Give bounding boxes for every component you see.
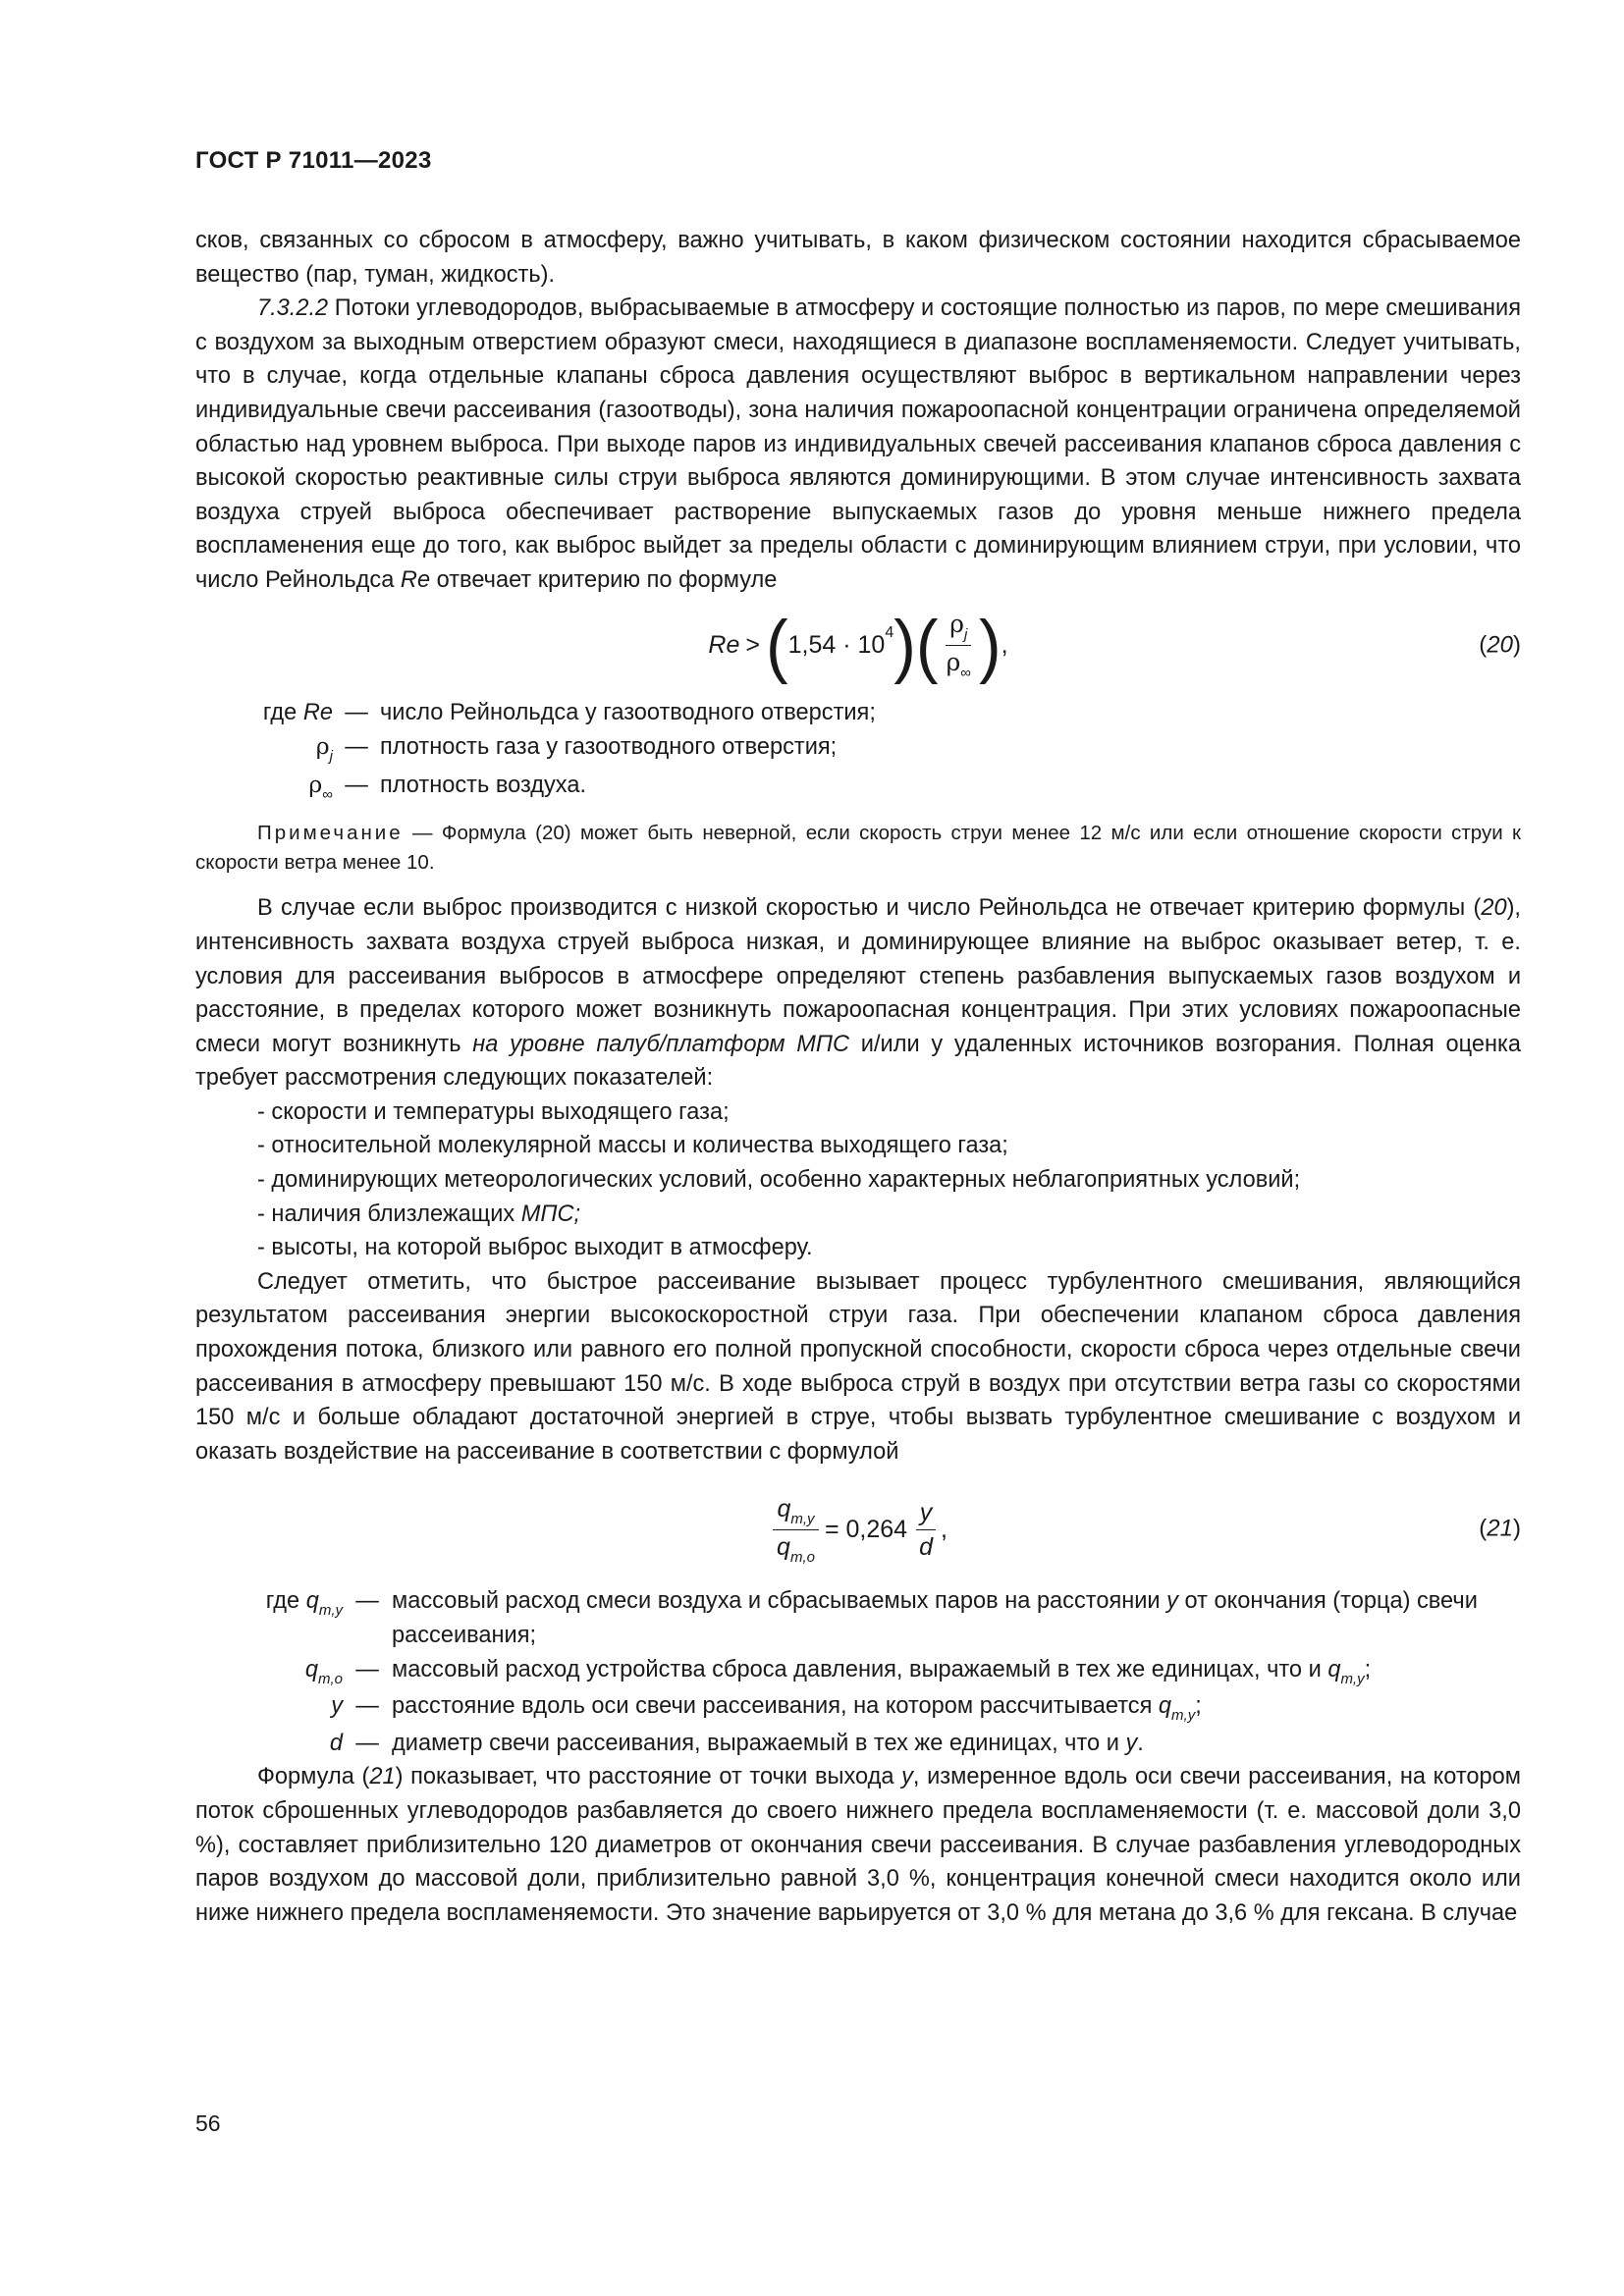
list-item: - скорости и температуры выходящего газа; (257, 1098, 730, 1125)
rho-inf: ρ (946, 648, 961, 677)
definition-row: $\rho_j$ — плотность газа у газоотводного отверстия; (315, 732, 838, 766)
formula-21-number: (21) (1479, 1516, 1521, 1543)
page-header-doc-id: ГОСТ Р 71011—2023 (195, 147, 432, 174)
rho-j: ρ (949, 610, 964, 639)
paragraph-text: Потоки углеводородов, выбрасываемые в атмосферу и состоящие полностью из паров, по мере смешивания с воздухом за выходным отверстием образуют смеси, находящиеся в диапазоне воспламеняемости. Следует учитывать, что в случае, когда отдельные клапаны сброса давления осуществляют выброс в вертикальном направлении через индивидуальные свечи рассеивания (газоотводы), зона наличия пожароопасной концентрации ограничена определяемой областью над уровнем выброса. При выходе паров из индивидуальных свечей рассеивания клапанов сброса давления с высокой скоростью реактивные силы струи выброса являются доминирующими. В этом случае интенсивность захвата воздуха струей выброса обеспечивает растворение выпускаемых газов до уровня меньше нижнего предела воспламенения еще до того, как выброс выйдет за пределы области с доминирующим влиянием струи, при условии, что число Рейнольдса (195, 295, 1521, 593)
right-paren: ) (893, 606, 916, 685)
list-item: - доминирующих метеорологических условий, особенно характерных неблагоприятных условий; (257, 1167, 1301, 1194)
formula-21-expression: $\frac{q_{m,y}}{q_{m,o}}$ = 0,264 $\frac{y}{d}$ , (769, 1494, 947, 1566)
rho-j-sub: j (963, 626, 968, 644)
paragraph-turbulent-mixing: Следует отметить, что быстрое рассеивание вызывает процесс турбулентного смешивания, являющийся результатом рассеивания энергии высокоскоростной струи газа. При обеспечении клапаном сброса давления прохождения потока, близкого или равного его полной пропускной способности, скорости сброса через отдельные свечи рассеивания в атмосферу превышают 150 м/с. В ходе выброса струй в воздух при отсутствии ветра газы со скоростями 150 м/с и больше обладают достаточной энергией в струе, чтобы вызвать турбулентное смешивание с воздухом и оказать воздействие на рассеивание в соответствии с формулой (195, 1268, 1521, 1465)
note-label: Примечание (257, 822, 404, 845)
formula-coefficient: 1,54 · 10 (787, 631, 886, 660)
definition-row: где Re — число Рейнольдса у газоотводного отверстия; (262, 699, 876, 725)
definition-row: $q_{m,o}$ — массовый расход устройства сброса давления, выражаемый в тех же единицах, что и $q_{m,y}$; (304, 1656, 1372, 1687)
list-item: - наличия близлежащих МПС; (257, 1201, 581, 1227)
list-item: - относительной молекулярной массы и количества выходящего газа; (257, 1133, 1008, 1159)
formula-coefficient: = 0,264 (824, 1516, 908, 1544)
paragraph-formula-21-explanation: Формула (21) показывает, что расстояние от точки выхода y, измеренное вдоль оси свечи рассеивания, на котором поток сброшенных углеводородов разбавляется до своего нижнего предела воспламеняемости (т. е. массовой доли 3,0 %), составляет приблизительно 120 диаметров от окончания свечи рассеивания. В случае разбавления углеводородных паров воздухом до массовой доли, приблизительно равной 3,0 %, концентрация конечной смеси находится около или ниже нижнего предела воспламеняемости. Это значение варьируется от 3,0 % для метана до 3,6 % для гексана. В случае (195, 1764, 1521, 1926)
note-text: — Формула (20) может быть неверной, если скорость струи менее 12 м/с или если отношение скорости струи к скорости ветра менее 10. (195, 822, 1521, 875)
definition-row: d — диаметр свечи рассеивания, выражаемый в тех же единицах, что и y. (329, 1730, 1144, 1756)
left-paren: ( (766, 606, 788, 685)
paragraph-7-3-2-2 (195, 292, 1521, 597)
document-body (195, 224, 1521, 1930)
formula-exponent: 4 (885, 624, 894, 642)
reynolds-symbol: Re (400, 566, 431, 593)
density-fraction (943, 610, 975, 681)
right-paren-2: ) (978, 606, 1001, 685)
formula-20 (195, 600, 1521, 692)
definition-row: где $q_{m,y}$ — массовый расход смеси воздуха и сбрасываемых паров на расстоянии y от окончания (торца) свечи рассеивания; (265, 1588, 1478, 1648)
formula-21-definitions (195, 1584, 1521, 1760)
distance-fraction: $\frac{y}{d}$ (915, 1498, 937, 1562)
formula-21 (195, 1478, 1521, 1580)
clause-number: 7.3.2.2 (257, 295, 329, 322)
flow-ratio-fraction: $\frac{q_{m,y}}{q_{m,o}}$ (773, 1494, 819, 1566)
note (195, 819, 1521, 878)
left-paren-2: ( (915, 606, 939, 685)
paragraph-continuation: сков, связанных со сбросом в атмосферу, важно учитывать, в каком физическом состоянии находится сбрасываемое вещество (пар, туман, жидкость). (195, 228, 1521, 288)
formula-gt: > (745, 631, 760, 660)
formula-20-expression (708, 606, 1008, 685)
formula-20-number: (20) (1479, 631, 1521, 659)
paragraph-low-velocity: В случае если выброс производится с низкой скоростью и число Рейнольдса не отвечает критерию формулы (20), интенсивность захвата воздуха струей выброса низкая, и доминирующее влияние на выброс оказывает ветер, т. е. условия для рассеивания выбросов в атмосфере определяют степень разбавления выпускаемых газов воздухом и расстояние, в пределах которого может возникнуть пожароопасная концентрация. При этих условиях пожароопасные смеси могут возникнуть на уровне палуб/платформ МПС и/или у удаленных источников возгорания. Полная оценка требует рассмотрения следующих показателей: (195, 895, 1522, 1092)
paragraph-text-end: отвечает критерию по формуле (430, 566, 778, 593)
rho-inf-sub: ∞ (960, 665, 971, 682)
list-item: - высоты, на которой выброс выходит в атмосферу. (257, 1235, 813, 1261)
formula-comma: , (1001, 631, 1008, 660)
formula-20-definitions (195, 696, 1521, 806)
definition-row: $\rho_\infty$ — плотность воздуха. (308, 770, 587, 803)
page-number: 56 (195, 2110, 221, 2136)
formula-re: Re (708, 631, 740, 660)
definition-row: y — расстояние вдоль оси свечи рассеивания, на котором рассчитывается $q_{m,y}$; (331, 1693, 1202, 1725)
